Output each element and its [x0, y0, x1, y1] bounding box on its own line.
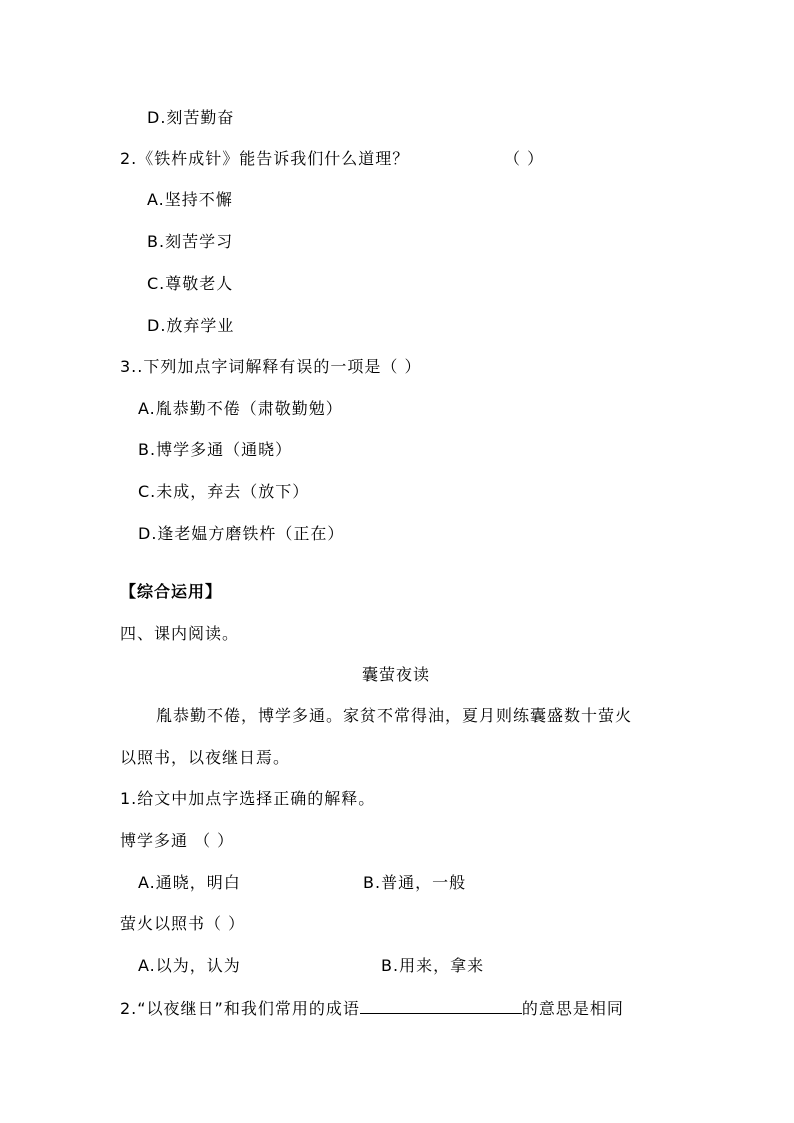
reading-q1b-option-a: A.以为，认为 [138, 956, 241, 975]
q3-option-a: A.胤恭勤不倦（肃敬勤勉） [138, 399, 343, 418]
reading-q1b-option-b: B.用来，拿来 [381, 956, 485, 975]
q2-option-d: D.放弃学业 [147, 316, 235, 335]
q2-option-b: B.刻苦学习 [147, 232, 234, 251]
q3-option-b: B.博学多通（通晓） [138, 440, 293, 459]
q2-stem: 2.《铁杵成针》能告诉我们什么道理？ [120, 149, 410, 168]
passage-line-1: 胤恭勤不倦，博学多通。家贫不常得油，夏月则练囊盛数十萤火 [156, 706, 633, 725]
q2-answer-paren: （ ） [504, 149, 545, 168]
reading-q1a-option-b: B.普通，一般 [363, 873, 467, 892]
q2-option-a: A.坚持不懈 [147, 190, 233, 209]
reading-q1a-option-a: A.通晓，明白 [138, 873, 241, 892]
passage-line-2: 以照书，以夜继日焉。 [120, 748, 291, 767]
q1-option-d: D.刻苦勤奋 [147, 108, 235, 127]
reading-q1b-word: 萤火以照书（ ） [120, 914, 246, 933]
q3-stem: 3..下列加点字词解释有误的一项是（ ） [120, 357, 422, 376]
part-four-title: 四、课内阅读。 [120, 624, 240, 643]
reading-q1-stem: 1.给文中加点字选择正确的解释。 [120, 789, 376, 808]
q3-option-d: D.逢老媪方磨铁杵（正在） [138, 524, 345, 543]
reading-q2-prefix: 2.“以夜继日”和我们常用的成语 [120, 999, 360, 1018]
q3-option-c: C.未成，弃去（放下） [138, 482, 310, 501]
passage-title: 囊萤夜读 [362, 665, 431, 684]
answer-blank[interactable] [360, 997, 522, 1014]
section-heading: 【综合运用】 [120, 582, 223, 601]
q2-option-c: C.尊敬老人 [147, 274, 234, 293]
reading-q2-line [120, 997, 624, 1019]
reading-q2-suffix: 的意思是相同 [521, 999, 624, 1018]
reading-q1a-word: 博学多通 （ ） [120, 831, 235, 850]
